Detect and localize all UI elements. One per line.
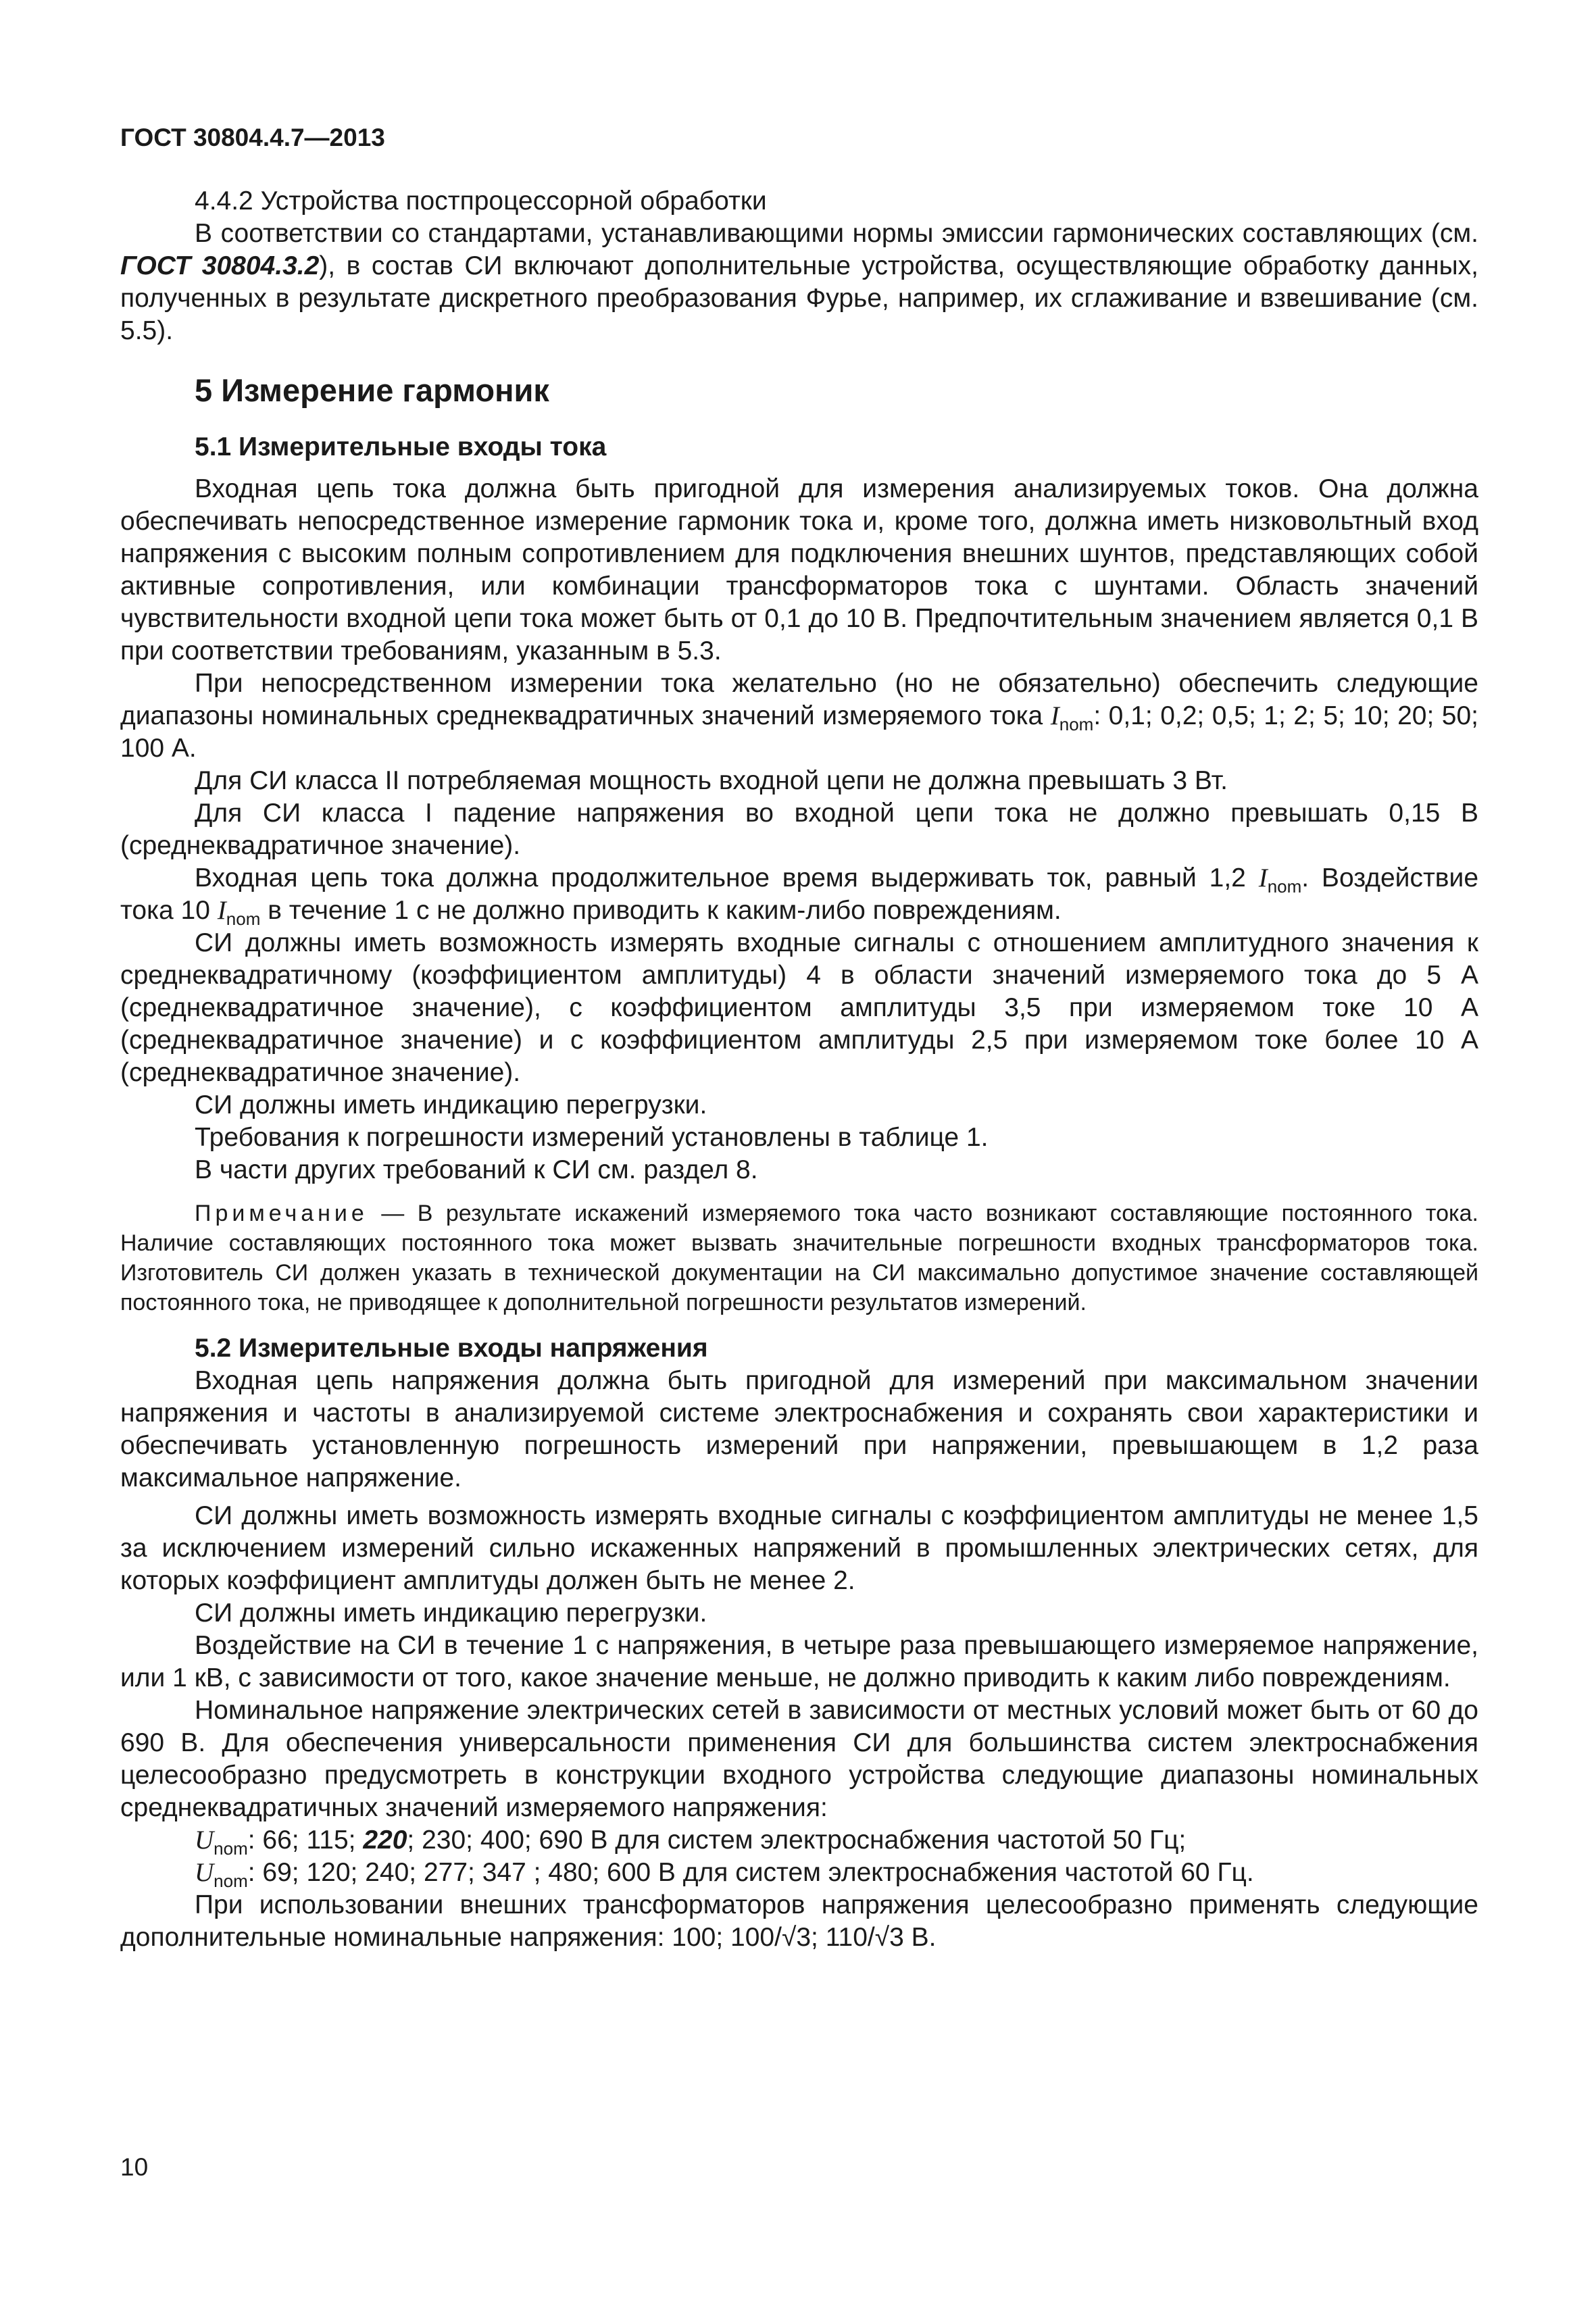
paragraph: При использовании внешних трансформаторов напряжения целесообразно применять следующие дополнительные номинальные напряжения: 100; 100/√3; 110/√3 В. bbox=[120, 1890, 1478, 1952]
document-id: ГОСТ 30804.4.7—2013 bbox=[120, 124, 385, 151]
section-5-heading: 5 Измерение гармоник bbox=[195, 372, 549, 408]
voltage-range-50hz bbox=[120, 1824, 1478, 1857]
symbol-current: I bbox=[217, 896, 226, 925]
page-number: 10 bbox=[120, 2153, 149, 2181]
subscript-nom: nom bbox=[226, 908, 261, 929]
paragraph: СИ должны иметь индикацию перегрузки. bbox=[195, 1090, 707, 1120]
paragraph: Для СИ класса I падение напряжения во входной цепи тока не должно превышать 0,15 В (среднеквадратичное значение). bbox=[120, 799, 1478, 860]
symbol-voltage: U bbox=[195, 1858, 214, 1887]
paragraph: В части других требований к СИ см. раздел 8. bbox=[195, 1155, 758, 1184]
paragraph: Требования к погрешности измерений установлены в таблице 1. bbox=[195, 1123, 989, 1152]
paragraph: Входная цепь тока должна быть пригодной для измерения анализируемых токов. Она должна обеспечивать непосредственное измерение гармоник тока и, кроме того, должна иметь низковольтный вход напряжения с высоким полным сопротивлением для подключения внешних шунтов, представляющих собой активные сопротивления, или комбинации трансформаторов тока с шунтами. Область значений чувствительности входной цепи тока может быть от 0,1 до 10 В. Предпочтительным значением является 0,1 В при соответствии требованиям, указанным в 5.3. bbox=[120, 474, 1478, 665]
text-run: При непосредственном измерении тока желательно (но не обязательно) обеспечить следующие диапазоны номинальных среднеквадратичных значений измеряемого тока bbox=[120, 669, 1478, 730]
text-run: ; 230; 400; 690 В для систем электроснабжения частотой 50 Гц; bbox=[407, 1826, 1187, 1855]
text-run: : 69; 120; 240; 277; 347 ; 480; 600 В для систем электроснабжения частотой 60 Гц. bbox=[247, 1858, 1254, 1887]
subsection-4-4-2-paragraph bbox=[120, 218, 1478, 347]
paragraph: СИ должны иметь индикацию перегрузки. bbox=[195, 1599, 707, 1628]
subscript-nom: nom bbox=[1267, 876, 1302, 897]
emphasized-value: 220 bbox=[363, 1826, 407, 1855]
section-5-1-heading: 5.1 Измерительные входы тока bbox=[195, 432, 607, 461]
note-label: Примечание bbox=[195, 1201, 368, 1226]
symbol-current: I bbox=[1258, 863, 1268, 892]
text-run: . Воздействие тока 10 bbox=[120, 863, 1479, 925]
subsection-4-4-2-title: 4.4.2 Устройства постпроцессорной обработки bbox=[195, 186, 767, 216]
paragraph bbox=[120, 862, 1478, 927]
voltage-range-60hz bbox=[120, 1857, 1478, 1889]
symbol-current: I bbox=[1050, 701, 1059, 730]
text-run: В соответствии со стандартами, устанавливающими нормы эмиссии гармонических составляющих (см. bbox=[195, 219, 1478, 248]
paragraph: Для СИ класса II потребляемая мощность входной цепи не должна превышать 3 Вт. bbox=[195, 766, 1228, 795]
paragraph: Воздействие на СИ в течение 1 с напряжения, в четыре раза превышающего измеряемое напряжение, или 1 кВ, с зависимости от того, какое значение меньше, не должно приводить к каким либо повреждениям. bbox=[120, 1631, 1478, 1692]
text-run: : 0,1; 0,2; 0,5; 1; 2; 5; 10; 20; 50; 100 А. bbox=[120, 701, 1478, 763]
text-run: в течение 1 с не должно приводить к каким-либо повреждениям. bbox=[260, 896, 1062, 925]
paragraph bbox=[120, 668, 1478, 765]
paragraph: СИ должны иметь возможность измерять входные сигналы с коэффициентом амплитуды не менее 1,5 за исключением измерений сильно искаженных напряжений в промышленных электрических сетях, для которых коэффициент амплитуды должен быть не менее 2. bbox=[120, 1501, 1478, 1595]
symbol-voltage: U bbox=[195, 1826, 214, 1855]
paragraph: Номинальное напряжение электрических сетей в зависимости от местных условий может быть от 60 до 690 В. Для обеспечения универсальности применения СИ для большинства систем электроснабжения целесообразно предусмотреть в конструкции входного устройства следующие диапазоны номинальных среднеквадратичных значений измеряемого напряжения: bbox=[120, 1696, 1478, 1822]
paragraph: Входная цепь напряжения должна быть пригодной для измерений при максимальном значении напряжения и частоты в анализируемой системе электроснабжения и сохранять свои характеристики и обеспечивать установленную погрешность измерений при напряжении, превышающем в 1,2 раза максимальное напряжение. bbox=[120, 1366, 1478, 1492]
subscript-nom: nom bbox=[214, 1838, 248, 1859]
section-5-2-heading: 5.2 Измерительные входы напряжения bbox=[195, 1334, 708, 1363]
note-paragraph bbox=[120, 1199, 1478, 1317]
subscript-nom: nom bbox=[1059, 713, 1094, 734]
text-run: : 66; 115; bbox=[247, 1826, 364, 1855]
standard-reference: ГОСТ 30804.3.2 bbox=[120, 251, 320, 280]
text-run: Входная цепь тока должна продолжительное время выдерживать ток, равный 1,2 bbox=[195, 863, 1259, 892]
subscript-nom: nom bbox=[214, 1870, 248, 1891]
text-run: ), в состав СИ включают дополнительные устройства, осуществляющие обработку данных, полученных в результате дискретного преобразования Фурье, например, их сглаживание и взвешивание (см. 5.5). bbox=[120, 251, 1478, 345]
note-text: — В результате искажений измеряемого тока часто возникают составляющие постоянного тока. Наличие составляющих постоянного тока может вызвать значительные погрешности входных трансформаторов тока. Изготовитель СИ должен указать в технической документации на СИ максимально допустимое значение составляющей постоянного тока, не приводящее к дополнительной погрешности результатов измерений. bbox=[120, 1201, 1478, 1315]
page-content bbox=[120, 122, 1478, 1954]
paragraph: СИ должны иметь возможность измерять входные сигналы с отношением амплитудного значения к среднеквадратичному (коэффициентом амплитуды) 4 в области значений измеряемого тока до 5 А (среднеквадратичное значение), с коэффициентом амплитуды 3,5 при измеряемом токе 10 А (среднеквадратичное значение) и с коэффициентом амплитуды 2,5 при измеряемом токе более 10 А (среднеквадратичное значение). bbox=[120, 928, 1478, 1087]
note bbox=[120, 1199, 1478, 1317]
